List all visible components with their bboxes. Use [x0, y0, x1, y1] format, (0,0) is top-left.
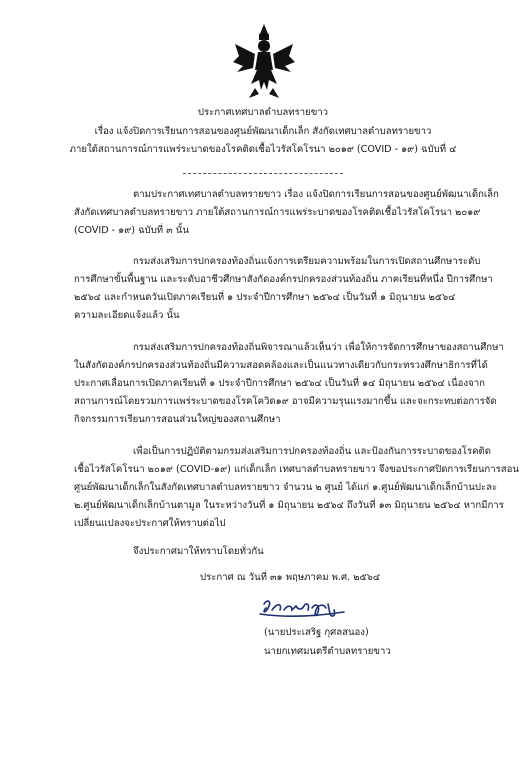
p3-line: สถานการณ์โดยรวมการแพร่ระบาดของโรคโควิด๑๙ อาจมีความรุนแรงมากขึ้น และจะกระทบต่อการจัด — [74, 396, 497, 407]
p4-line: ศูนย์พัฒนาเด็กเล็กในสังกัดเทศบาลตำบลทรายขาว จำนวน ๒ ศูนย์ ได้แก่ ๑.ศูนย์พัฒนาเด็กเล็กบ้านปะละ — [74, 482, 498, 493]
signer-title: นายกเทศมนตรีตำบลทรายขาว — [264, 646, 391, 657]
garuda-emblem-icon — [233, 22, 295, 102]
announcement-date: ประกาศ ณ วันที่ ๓๑ พฤษภาคม พ.ศ. ๒๕๖๔ — [200, 572, 381, 583]
p4-line: เปลี่ยนแปลงจะประกาศให้ทราบต่อไป — [74, 518, 226, 529]
p3-line: กิจกรรมการเรียนการสอนส่วนใหญ่ของสถานศึกษา — [74, 414, 281, 425]
header-divider — [183, 173, 343, 174]
context-line: ภายใต้สถานการณ์การแพร่ระบาดของโรคติดเชื้อไวรัสโคโรนา ๒๐๑๙ (COVID - ๑๙) ฉบับที่ ๔ — [69, 144, 457, 155]
p2-line: กรมส่งเสริมการปกครองท้องถิ่นแจ้งการเตรียมความพร้อมในการเปิดสถานศึกษาระดับ — [133, 256, 481, 267]
p1-line: (COVID - ๑๙) ฉบับที่ ๓ นั้น — [74, 225, 189, 236]
closing-line: จึงประกาศมาให้ทราบโดยทั่วกัน — [133, 546, 264, 557]
signature-image — [258, 596, 348, 622]
p1-line: ตามประกาศเทศบาลตำบลทรายขาว เรื่อง แจ้งปิดการเรียนการสอนของศูนย์พัฒนาเด็กเล็ก — [133, 189, 499, 200]
p2-line: การศึกษาขั้นพื้นฐาน และระดับอาชีวศึกษาสังกัดองค์กรปกครองส่วนท้องถิ่น ภาคเรียนที่หนึ่ง ปีการศึกษา — [74, 274, 493, 285]
p4-line: เพื่อเป็นการปฏิบัติตามกรมส่งเสริมการปกครองท้องถิ่น และป้องกันการระบาดของโรคติด — [133, 446, 491, 457]
p3-line: กรมส่งเสริมการปกครองท้องถิ่นพิจารณาแล้วเห็นว่า เพื่อให้การจัดการศึกษาของสถานศึกษา — [133, 342, 504, 353]
p3-line: ในสังกัดองค์กรปกครองส่วนท้องถิ่นมีความสอดคล้องและเป็นแนวทางเดียวกับกระทรวงศึกษาธิการที่ได้ — [74, 360, 488, 371]
subject-line: เรื่อง แจ้งปิดการเรียนการสอนของศูนย์พัฒนาเด็กเล็ก สังกัดเทศบาลตำบลทรายขาว — [94, 126, 432, 137]
p2-line: ความละเอียดแจ้งแล้ว นั้น — [74, 310, 180, 321]
p1-line: สังกัดเทศบาลตำบลทรายขาว ภายใต้สถานการณ์การแพร่ระบาดของโรคติดเชื้อไวรัสโคโรนา ๒๐๑๙ — [74, 207, 481, 218]
p4-line: เชื้อไวรัสโคโรนา ๒๐๑๙ (COVID-๑๙) แก่เด็กเล็ก เทศบาลตำบลทรายขาว จึงขอประกาศปิดการเรียนการสอน — [74, 464, 519, 475]
p2-line: ๒๕๖๔ และกำหนดวันเปิดภาคเรียนที่ ๑ ประจำปีการศึกษา ๒๕๖๔ เป็นวันที่ ๑ มิถุนายน ๒๕๖๔ — [74, 292, 456, 303]
issuer-title: ประกาศเทศบาลตำบลทรายขาว — [197, 107, 329, 118]
p3-line: ประกาศเลื่อนการเปิดภาคเรียนที่ ๑ ประจำปีการศึกษา ๒๕๖๔ เป็นวันที่ ๑๔ มิถุนายน ๒๕๖๔ เนื่องจาก — [74, 378, 485, 389]
p4-line: ๒.ศูนย์พัฒนาเด็กเล็กบ้านตามูล ในระหว่างวันที่ ๑ มิถุนายน ๒๕๖๔ ถึงวันที่ ๑๓ มิถุนายน ๒๕๖๔ หากมีการ — [74, 500, 504, 511]
signer-name: (นายประเสริฐ กุศลสนอง) — [264, 627, 369, 638]
